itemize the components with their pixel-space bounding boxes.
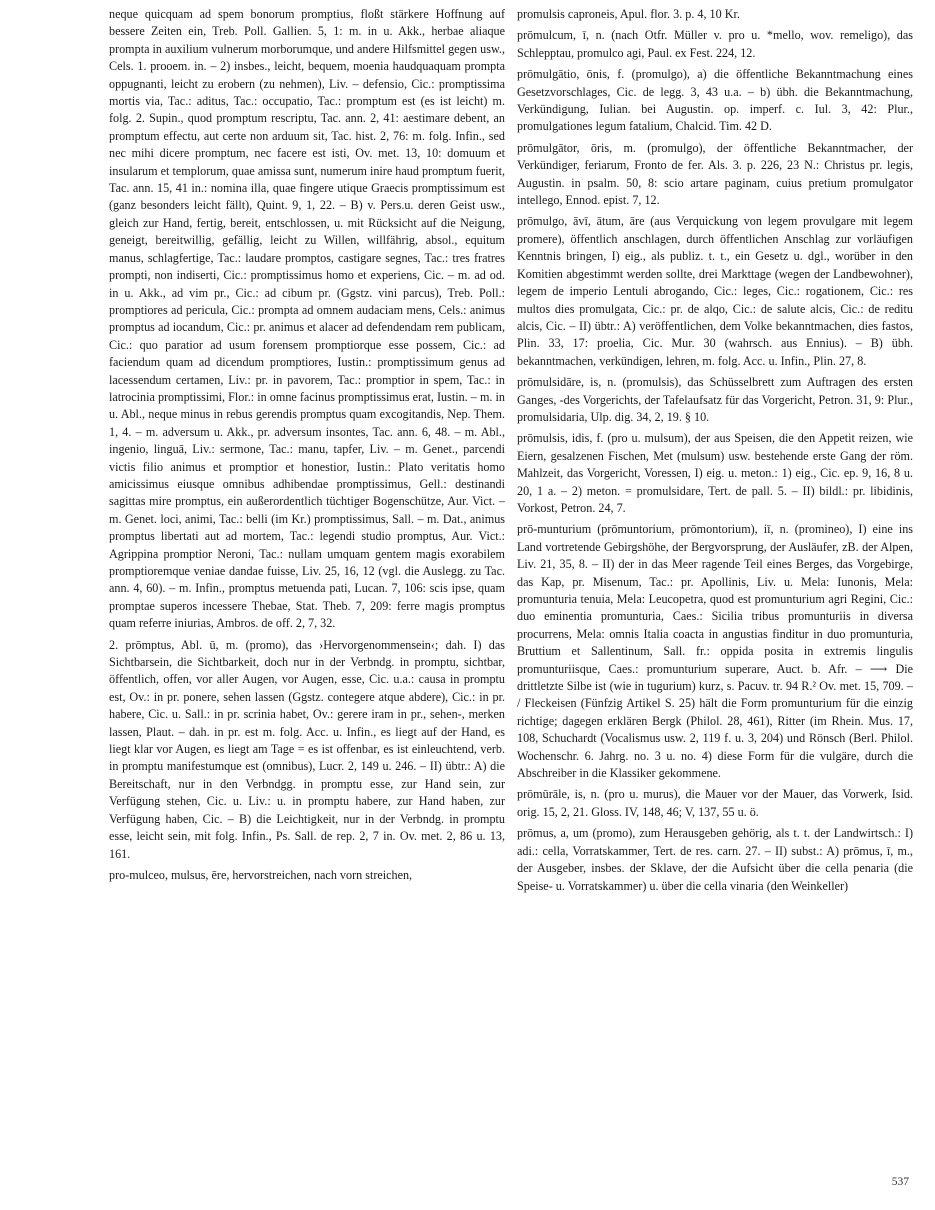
entry-promulsis: prōmulsis, idis, f. (pro u. mulsum), der aus Speisen, die den Appetit reizen, wie Eiern, gesalzenen Fischen, Met (mulsum) usw. bestehende erste Gang der röm. Mahlzeit, das Vorgericht, Voressen, I) eig. u. meton.: 1) eig., Cic. ep. 9, 16, 8 u. 20, 1 a. – 2) meton. = promulsidare, Tert. de pall. 5. – II) bildl.: pr. libidinis, Vorkost, Petron. 24, 7. bbox=[517, 431, 913, 515]
entry-promulgo: prōmulgo, āvī, ātum, āre (aus Verquickung von legem provulgare mit legem promere), öffentlich anschlagen, durch öffentlichen Anschlag zur vorläufigen Kenntnis bringen, I) eig., als publiz. t. t., ein Gesetz u. dgl., worüber in den Komitien abgestimmt werden sollte, drei Markttage (wegen der Landbewohner), legem de imperio Lentuli abrogando, Cic.: leges, Cic.: rogationem, Cic.: res multos dies promulgata, Cic.: pr. de alqo, Cic.: de salute alcis, Cic.: de reditu alcis, Cic. – II) übtr.: A) veröffentlichen, dem Volke bekanntmachen, dies fastos, Plin. 33, 17: proelia, Cic. Mur. 30 (wahrsch. aus Ennius). – B) übh. bekanntmachen, verkündigen, lehren, m. folg. Acc. u. Infin., Plin. 27, 8. bbox=[517, 214, 913, 368]
entry-promunturium: prō-munturium (prōmuntorium, prōmontorium), iī, n. (promineo), I) eine ins Land vortretende Gebirgshöhe, der Bergvorsprung, der Ausläufer, zB. der Alpen, Liv. 21, 35, 8. – II) der in das Meer ragende Teil eines Berges, das Vorgebirge, das Kap, pr. Misenum, Tac.: pr. Apollinis, Liv. u. Mela: Iunonis, Mela: promunturia tenuia, Mela: Leucopetra, quod est promunturium agri Regini, Cic.: duo eminentia promunturia, Caes.: Sicilia tribus promunturiis in diversa procurrens, Mela: omnis Italia coacta in angustias finditur in duo promunturia, Bruttium et Sallentinum, Sall. fr.: oppida posita in extremis lingulis promunturiisque, Caes.: promunturium superare, Auct. b. Afr. – ⟶ Die drittletzte Silbe ist (wie in tugurium) kurz, s. Pacuv. tr. 94 R.² Ov. met. 15, 709. – / Fleckeisen (Fünfzig Artikel S. 25) hält die Form promunturium für die einzig richtige; dagegen erklären Bergk (Philol. 28, 461), Ritter (im Rhein. Mus. 17, 108, Schuchardt (Vocalismus usw. 2, 119 f. u. 3, 204) und Rönsch (Berl. Philol. Wochenschr. 6. Jahrg. no. 3 u. no. 4) diese Form für die vulgäre, durch die Abschreiber in die Klassiker gekommene. bbox=[517, 522, 913, 781]
entry-promulgatio: prōmulgātio, ōnis, f. (promulgo), a) die öffentliche Bekanntmachung eines Gesetzvorschlages, Cic. de legg. 3, 43 u.a. – b) übh. die Bekanntmachung, Verkündigung, Iulian. bei Augustin. op. imperf. c. Iul. 3, 42: Plur., promulgationes legum fatalium, Chalcid. Tim. 42 D. bbox=[517, 67, 913, 134]
entry-promulgator: prōmulgātor, ōris, m. (promulgo), der öffentliche Bekanntmacher, der Verkündiger, feriarum, Fronto de fer. Als. 3. p. 226, 23 N.: Christus pr. legis, Augustin. in psalm. 50, 8: scio artare paginam, cuius pretium promulgator intellego, Ennod. epist. 7, 12. bbox=[517, 140, 913, 208]
entry-promulsidare: prōmulsidāre, is, n. (promulsis), das Schüsselbrett zum Auftragen des ersten Ganges, -des Vorgerichts, der Tafelaufsatz für das Vorgericht, Petron. 31, 9: Plur., promulsidaria, Ulp. dig. 34, 2, 19. § 10. bbox=[517, 375, 913, 424]
page-number: 537 bbox=[891, 1176, 909, 1188]
entry-promurale: prōmūrāle, is, n. (pro u. murus), die Mauer vor der Mauer, das Vorwerk, Isid. orig. 15, 2, 21. Gloss. IV, 148, 46; V, 137, 55 u. ö. bbox=[517, 787, 913, 819]
entry-promulcum: prōmulcum, ī, n. (nach Otfr. Müller v. pro u. *mello, wov. remeligo), das Schlepptau, promulco agi, Paul. ex Fest. 224, 12. bbox=[517, 28, 913, 60]
entry-promptus-continued: neque quicquam ad spem bonorum promptius, floßt stärkere Hoffnung auf bessere Zeiten ein, Treb. Poll. Gallien. 5, 1: m. in u. Akk., herbae aliaque prompta in auxilium vulnerum morborumque, und andere Hilfsmittel gegen usw., Cels. 1. prooem. in. – 2) insbes., leicht, bequem, moenia haudquaquam prompta oppugnanti, leicht zu erobern (zu nehmen), Liv. – defensio, Cic.: promptissima mortis via, Tac.: aditus, Tac.: occupatio, Tac.: promptum est (es ist leicht) m. folg. 2. Supin., quod promptum rescriptu, Tac. ann. 2, 41: aestimare debent, an promptum effectu, aut certe non arduum sit, Tac. hist. 2, 76: m. folg. Infin., sed nec mihi dicere promptum, nec facere est isti, Ov. met. 13, 10: domuum et insularum et templorum, quae amissa sunt, numerum inire haud promptum fuerit, Tac. ann. 15, 41 in.: nomina illa, quae fingere utique Graecis promptissimum est (ganz besonders leicht fällt), Quint. 9, 1, 22. – B) v. Pers.u. deren Geist usw., gleich zur Hand, fertig, bereit, entschlossen, u. mit Rücksicht auf die Neigung, geneigt, bereitwillig, gefällig, leicht zu Willen, willfährig, absol., equitum manus, schlagfertige, Tac.: laudare promptos, castigare segnes, Tac.: tres fratres prompti, non indiserti, Cic.: promptissimus homo et experiens, Cic. – m. ad od. in u. Akk., ad vim pr., Cic.: ad cibum pr. (Ggstz. vini parcus), Treb. Poll.: promptiores ad pericula, Cic.: prompta ad omnem audaciam mens, Cels.: animus promptus ad iocandum, Cic.: pr. animus et alacer ad defendendam rem publicam, Cic.: quo paratior ad usum forensem promptiorque esse possem, Cic.: ad faciendum quam ad dicendum promptiores, Iustin.: promptissimum genus ad lacessendum certamen, Liv.: pr. in pavorem, Tac.: promptior in spem, Tac.: in latrocinia promptissimi, Flor.: in omne facinus promptissimus erat, Iustin. – m. in u. Abl., neque minus in rebus gerendis promptus quam excogitandis, Nep. Them. 1, 4. – m. adversum u. Akk., pr. adversum insontes, Tac. ann. 6, 48. – m. Abl., ingenio, linguā, Liv.: sermone, Tac.: manu, tapfer, Liv. – m. Genet., parcendi victis filio animus et promptior et honestior, Iustin.: Plato veritatis homo amicissimus eiusque omnibus adhibendae promptissimus, Gell.: destinandi sagittas mire promptus, ein außerordentlich tüchtiger Bogenschütze, Aur. Vict. – m. Genet. loci, animi, Tac.: belli (im Kr.) promptissimus, Sall. – m. Dat., animus promptus libertati aut ad mortem, Tac.: legendi studio promptus, Aur. Vict.: Agrippina promptior Neroni, Tac.: nullam umquam gentem magis exorabilem promptioremque veniae dandae fuisse, Liv. 25, 16, 12 (vgl. die Auslegg. zu Tac. ann. 4, 60). – m. Infin., promptus metuenda pati, Lucan. 7, 106: scis ipse, quam promptae superos incessere Thebae, Stat. Theb. 7, 209: ferre magis promptus quam referre iniurias, Ambros. de off. 2, 7, 32. bbox=[109, 7, 505, 631]
entry-promptus-2: 2. prōmptus, Abl. ū, m. (promo), das ›Hervorgenommensein‹; dah. I) das Sichtbarsein, die Sichtbarkeit, doch nur in der Verbndg. in promptu, sichtbar, öffentlich, offen, vor aller Augen, vor Augen, esse, Cic. u.a.: causa in promptu est, Ov.: in pr. ponere, sehen lassen (Ggstz. contegere atque abdere), Cic.: in pr. habere, Cic. u. Sall.: in pr. scrinia habet, Ov.: gerere iram in pr., sehen-, merken lassen, Plaut. – dah. in pr. est m. folg. Acc. u. Infin., es liegt auf der Hand, es liegt klar vor Augen, es liegt am Tage = es ist offenbar, es ist einleuchtend, verb. in promptu manifestumque est (omnibus), Lucr. 2, 149 u. 246. – II) übtr.: A) die Bereitschaft, nur in den Verbndgg. in promptu esse, zur Hand sein, zur Verfügung stehen, Cic. u. Liv.: u. in promptu habere, zur Hand haben, zur Verfügung haben, Cic. – B) die Leichtigkeit, nur in der Verbndg. in promptu esse, leicht sein, mit folg. Infin., Ps. Sall. de rep. 2, 7 in. Ov. met. 2, 86 u. 13, 161. bbox=[109, 637, 505, 861]
entry-promulceo-continued: promulsis caproneis, Apul. flor. 3. p. 4, 10 Kr. bbox=[517, 7, 740, 21]
entry-promus: prōmus, a, um (promo), zum Herausgeben gehörig, als t. t. der Landwirtsch.: I) adi.: cella, Vorratskammer, Tert. de res. carn. 27. – II) subst.: A) prōmus, ī, m., der Ausgeber, insbes. der Sklave, der die Aufsicht über die cella penaria (die Speise- u. Vorratskammer) u. über die cella vinaria (den Weinkeller) bbox=[517, 826, 913, 893]
right-column bbox=[517, 6, 913, 1174]
entry-promulceo: pro-mulceo, mulsus, ēre, hervorstreichen, nach vorn streichen, bbox=[109, 867, 413, 882]
left-column bbox=[109, 6, 505, 1166]
